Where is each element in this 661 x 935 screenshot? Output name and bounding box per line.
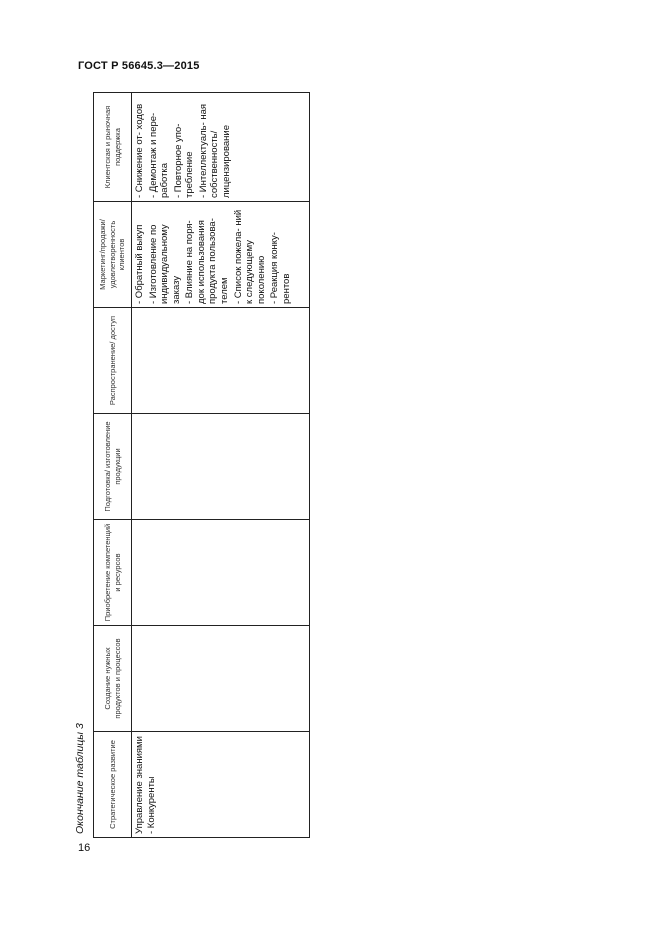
- table-header-row: [94, 93, 132, 838]
- cell-lead-text: Управление знаниями: [134, 736, 145, 834]
- column-header-strategic: Стратегическое развитие: [94, 732, 132, 838]
- table-caption: Окончание таблицы 3: [74, 723, 86, 834]
- column-header-distribution: Распространение/ доступ: [94, 308, 132, 414]
- cell-support: [132, 93, 310, 202]
- cell-marketing: [132, 202, 310, 308]
- list-item: - Обратный выкуп: [134, 224, 145, 304]
- column-header-marketing: Маркетинг/продажи/ удовлетворенность клиентов: [94, 202, 132, 308]
- cell-distribution: [132, 308, 310, 414]
- document-header: ГОСТ Р 56645.3—2015: [78, 60, 200, 72]
- column-header-production: Подготовка/ изготовление продукции: [94, 414, 132, 520]
- list-item: - Влияние на поря- док использования продукта пользова- телем: [184, 218, 231, 304]
- list-item: - Изготовление по индивидуальному заказу: [147, 224, 182, 304]
- page-number: 16: [78, 842, 91, 854]
- column-header-competencies: Приобретение компетенций и ресурсов: [94, 520, 132, 626]
- cell-products: [132, 626, 310, 732]
- list-item: - Демонтаж и пере- работка: [147, 112, 171, 198]
- rotated-table-block: [74, 93, 310, 838]
- list-item: - Список пожела- ний к следующему поколению: [232, 209, 267, 304]
- cell-production: [132, 414, 310, 520]
- column-header-products: Создание нужных продуктов и процессов: [94, 626, 132, 732]
- list-item: - Конкуренты: [145, 776, 157, 834]
- strategy-table: [93, 92, 310, 838]
- list-item: - Снижение от- ходов: [134, 103, 145, 198]
- cell-competencies: [132, 520, 310, 626]
- list-item: - Интеллектуаль- ная собственность/ лицензирование: [197, 103, 233, 198]
- list-item: - Повторное упо- требление: [172, 123, 196, 198]
- table-row: [132, 93, 310, 838]
- cell-strategic: [132, 732, 310, 838]
- list-item: - Реакция конку- рентов: [269, 232, 292, 304]
- column-header-support: Клиентская и рыночная поддержка: [94, 93, 132, 202]
